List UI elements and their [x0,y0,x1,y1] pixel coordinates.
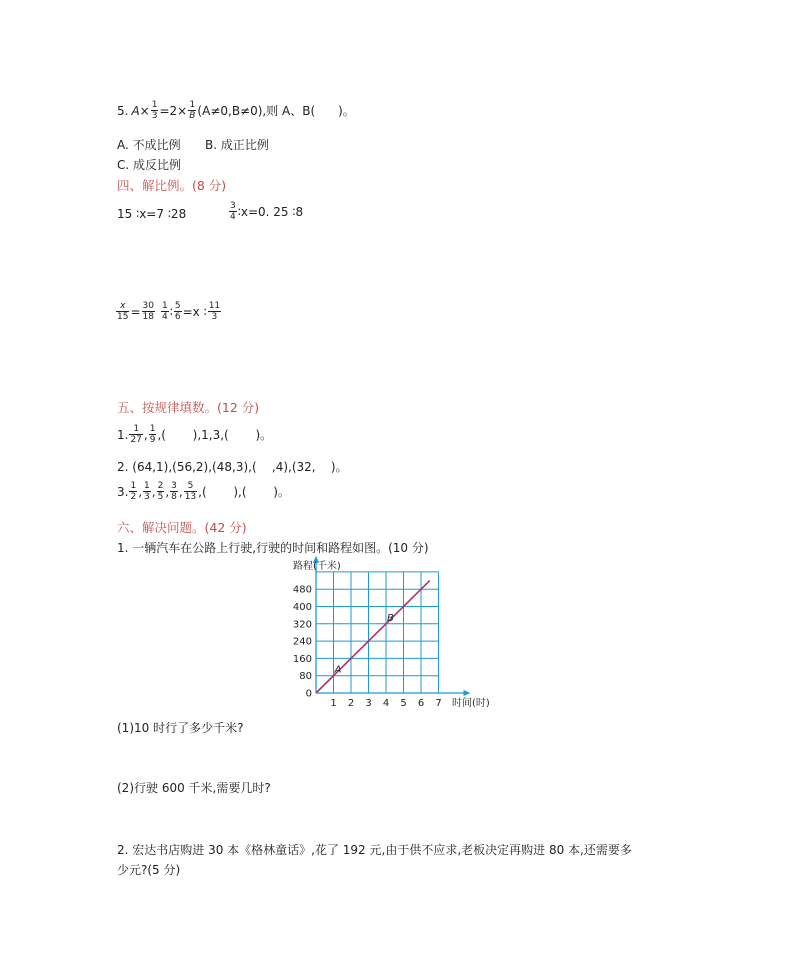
s5-l1-rest: ,( ),1,3,( )。 [157,428,273,442]
q5-line [117,100,355,121]
x-tick-label: 3 [365,698,372,709]
y-tick-label: 0 [305,688,312,700]
x-axis-arrow-icon [464,690,471,696]
s4-eq4-frac-c: $\frac{11}{3}$ [208,301,221,322]
q5-end: )。 [338,104,355,118]
chart-x-axis-label: 时间(时) [452,698,490,709]
section-4-title: 四、解比例。(8 分) [117,178,227,193]
s5-l3-frac4: $\frac{3}{8}$ [171,481,177,502]
point-label-a: A [334,664,342,676]
q5-times1: × [139,103,150,118]
q5-number: 5. [117,103,129,118]
q5-option-b: B. 成正比例 [205,138,269,152]
s5-l3-frac1: $\frac{1}{2}$ [130,481,137,502]
x-tick-label: 6 [417,698,425,709]
x-tick-label: 4 [382,698,390,709]
section-5-title: 五、按规律填数。(12 分) [117,400,260,415]
section-6-title: 六、解决问题。(42 分) [117,520,247,535]
q5-option-a: A. 不成比例 [117,138,181,152]
y-tick-label: 400 [292,602,312,613]
x-tick-label: 2 [347,698,355,709]
y-tick-label: 160 [292,653,312,665]
q5-frac1: $\frac{1}{3}$ [151,100,158,121]
s6-q1: 1. 一辆汽车在公路上行驶,行驶的时间和路程如图。(10 分) [117,541,429,555]
q5-option-c: C. 成反比例 [117,158,182,172]
s5-l1-comma: , [143,427,148,442]
s6-q1-part1: (1)10 时行了多少千米? [117,721,244,735]
y-tick-label: 240 [292,636,312,648]
s5-l1-frac1: $\frac{1}{27}$ [130,424,142,445]
s5-l3-rest: ,( ),( )。 [198,485,290,499]
s4-eq4-mid: =x ∶ [182,304,207,319]
s4-eq3-equals: = [130,304,141,319]
s5-l3-frac3: $\frac{2}{5}$ [157,481,164,502]
y-tick-label: 80 [299,671,312,683]
x-tick-label: 5 [400,698,407,709]
s5-l3-frac5: $\frac{5}{13}$ [184,481,197,502]
s4-eq2-rest: ∶x=0. 25 ∶8 [237,204,304,219]
q5-var-a: A [131,103,140,118]
s4-eq3 [115,301,156,322]
s4-eq4-colon: ∶ [169,304,173,319]
x-tick-label: 1 [330,698,337,709]
s6-q2-line1: 2. 宏达书店购进 30 本《格林童话》,花了 192 元,由于供不应求,老板决定再购进 80 本,还需要多 [117,843,632,857]
q5-mid: =2 [159,103,178,118]
s6-q1-part2: (2)行驶 600 千米,需要几时? [117,781,271,795]
q5-times2: × [177,103,188,118]
q5-condition: (A≠0,B≠0),则 A、B( [197,104,316,118]
s4-eq4-frac-a: $\frac{1}{4}$ [162,301,168,322]
s4-eq3-frac-b: $\frac{30}{18}$ [142,301,154,322]
s5-l1-number: 1. [117,427,129,442]
s5-l3-number: 3. [117,484,129,499]
chart-ticks [293,585,442,709]
s6-q2-line2: 少元?(5 分) [117,863,181,877]
y-tick-label: 480 [292,584,312,596]
s5-line3: 3. $\frac{1}{2}$ , $\frac{1}{3}$ , $\frac{2}{5}$ , $\frac{3}{8}$ , $\frac{5}{13}$ ,( ),( )。 [117,481,290,502]
q5-blank [315,104,338,118]
q5-frac2: $\frac{1}{B}$ [189,100,196,121]
distance-time-chart [280,555,510,715]
s4-eq4-frac-b: $\frac{5}{6}$ [174,301,181,322]
s5-line2: 2. (64,1),(56,2),(48,3),( ,4),(32, )。 [117,460,348,474]
s4-eq1: 15 ∶x=7 ∶28 [117,207,187,221]
point-label-b: B [387,612,394,624]
x-tick-label: 7 [435,698,442,709]
s4-eq2-frac: $\frac{3}{4}$ [230,201,236,222]
s5-l1-frac2: $\frac{1}{9}$ [149,424,156,445]
y-tick-label: 320 [292,619,312,631]
s5-l3-frac2: $\frac{1}{3}$ [144,481,150,502]
s5-line1 [117,424,272,445]
s4-eq4 [160,301,222,322]
s4-eq2 [228,201,303,222]
chart-y-axis-label: 路程(千米) [293,561,341,572]
s4-eq3-frac-a: $\frac{x}{15}$ [117,301,129,322]
